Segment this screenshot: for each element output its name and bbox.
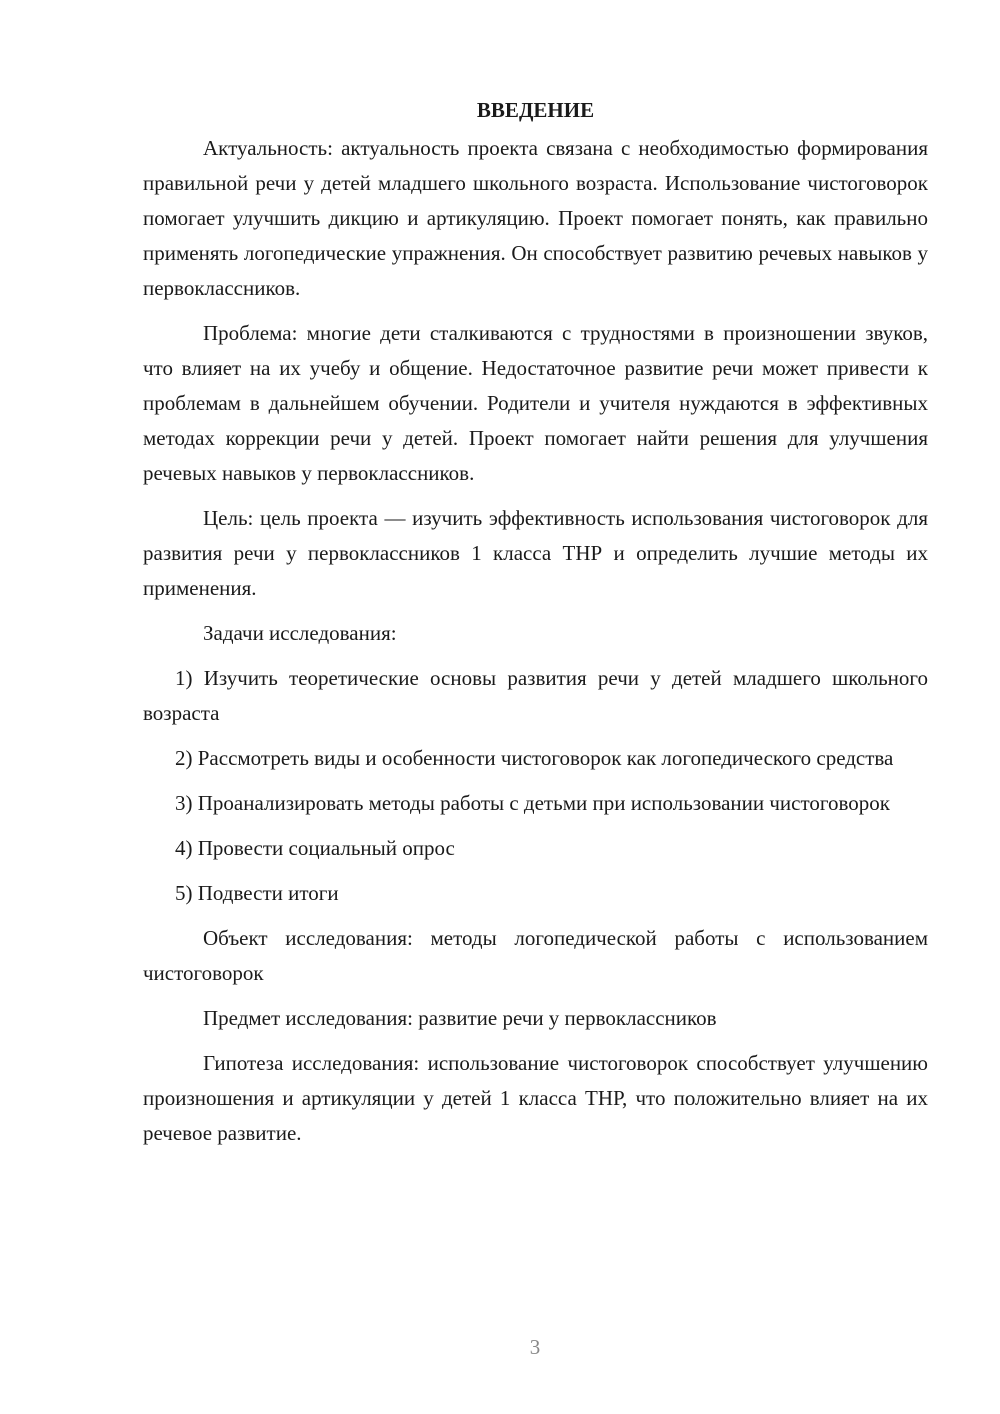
paragraph-object: Объект исследования: методы логопедической работы с использованием чистоговорок	[143, 926, 928, 985]
list-item: 1) Изучить теоретические основы развития речи у детей младшего школьного возраста	[143, 666, 928, 725]
page-content	[143, 93, 928, 1161]
paragraph-goal: Цель: цель проекта — изучить эффективность использования чистоговорок для развития речи у первоклассников 1 класса ТНР и определить лучшие методы их применения.	[143, 506, 928, 600]
paragraph-hypothesis: Гипотеза исследования: использование чистоговорок способствует улучшению произношения и артикуляции у детей 1 класса ТНР, что положительно влияет на их речевое развитие.	[143, 1051, 928, 1145]
paragraph-relevance: Актуальность: актуальность проекта связана с необходимостью формирования правильной речи у детей младшего школьного возраста. Использование чистоговорок помогает улучшить дикцию и артикуляцию. Проект помогает понять, как правильно применять логопедические упражнения. Он способствует развитию речевых навыков у первоклассников.	[143, 136, 928, 300]
list-item: 5) Подвести итоги	[175, 881, 339, 905]
paragraph-subject: Предмет исследования: развитие речи у первоклассников	[203, 1006, 717, 1030]
page-number: 3	[529, 1335, 541, 1359]
list-item: 3) Проанализировать методы работы с детьми при использовании чистоговорок	[175, 791, 890, 815]
tasks-list	[143, 661, 928, 911]
paragraph-problem: Проблема: многие дети сталкиваются с трудностями в произношении звуков, что влияет на их учебу и общение. Недостаточное развитие речи может привести к проблемам в дальнейшем обучении. Родители и учителя нуждаются в эффективных методах коррекции речи у детей. Проект помогает найти решения для улучшения речевых навыков у первоклассников.	[143, 321, 928, 485]
list-item: 4) Провести социальный опрос	[175, 836, 455, 860]
list-item: 2) Рассмотреть виды и особенности чистоговорок как логопедического средства	[175, 746, 894, 770]
page-title: ВВЕДЕНИЕ	[476, 98, 595, 122]
tasks-heading: Задачи исследования:	[203, 621, 397, 645]
